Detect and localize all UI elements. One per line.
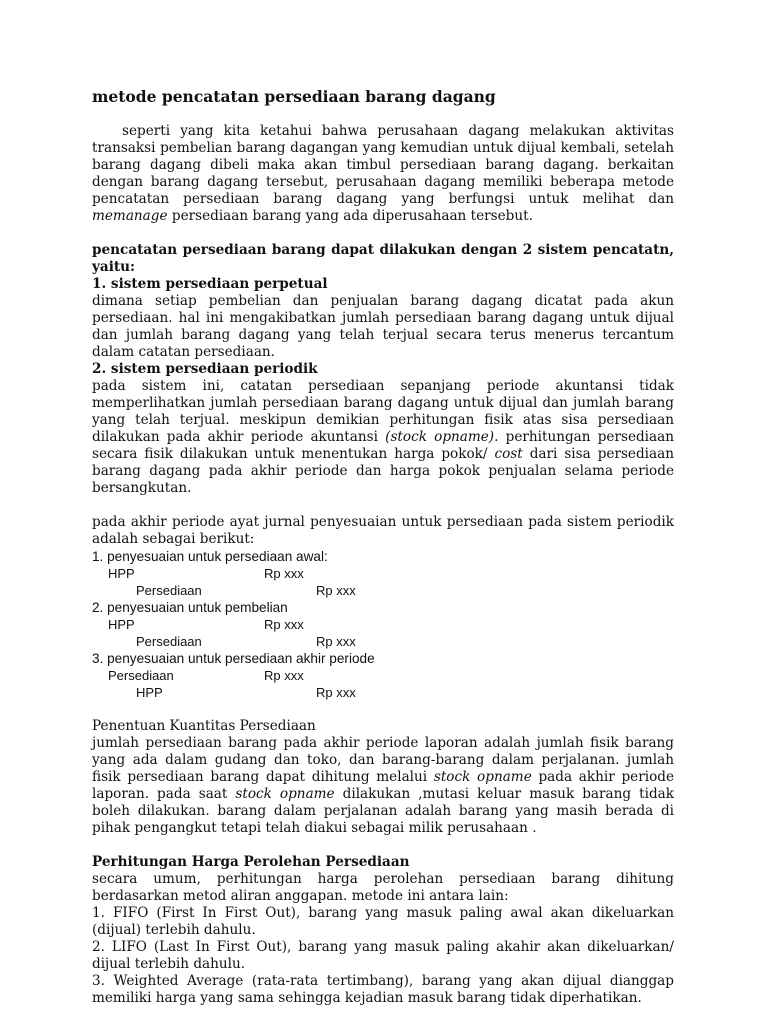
cost-method-fifo: 1. FIFO (First In First Out), barang yang masuk paling awal akan dikeluarkan (dijual) terlebih dahulu.: [92, 905, 674, 938]
credit-row: [92, 582, 674, 599]
spacer: [92, 837, 674, 854]
periodic-italic-2: cost: [494, 446, 523, 462]
adjustment-label: 3. penyesuaian untuk persediaan akhir periode: [92, 651, 375, 666]
periodic-italic-1: (stock opname): [385, 429, 495, 445]
adjustment-entry-3: [92, 650, 674, 701]
debit-row: [92, 565, 674, 582]
credit-account: HPP: [136, 685, 163, 700]
debit-account: HPP: [108, 617, 135, 632]
intro-paragraph: [92, 123, 674, 225]
cost-method-lifo: 2. LIFO (Last In First Out), barang yang masuk paling akahir akan dikeluarkan/ dijual terlebih dahulu.: [92, 939, 674, 972]
quantity-text-a: jumlah persediaan barang pada akhir periode laporan adalah jumlah fisik barang yang ada dalam gudang dan toko, dan barang-barang dalam perjalanan. jumlah fisik persediaan barang dapat dihitung melalui: [92, 735, 674, 785]
adjustment-entry-2: [92, 599, 674, 650]
debit-account: Persediaan: [108, 668, 174, 683]
perpetual-heading: 1. sistem persediaan perpetual: [92, 276, 328, 292]
systems-heading: pencatatan persediaan barang dapat dilakukan dengan 2 sistem pencatatn, yaitu:: [92, 242, 674, 275]
spacer: [92, 701, 674, 718]
credit-account: Persediaan: [136, 583, 202, 598]
spacer: [92, 225, 674, 242]
credit-row: [92, 633, 674, 650]
periodic-heading: 2. sistem persediaan periodik: [92, 361, 318, 377]
adjustment-entry-1: [92, 548, 674, 599]
credit-amount: Rp xxx: [316, 583, 356, 598]
debit-amount: Rp xxx: [264, 617, 304, 632]
intro-text-b: persediaan barang yang ada diperusahaan tersebut.: [167, 208, 533, 224]
periodic-text-a: pada sistem ini, catatan persediaan sepanjang periode akuntansi tidak memperlihatkan jumlah persediaan barang dagang untuk dijual dan jumlah barang yang telah terjual. meskipun demikian perhitungan fisik atas sisa persediaan dilakukan pada akhir periode akuntansi: [92, 378, 674, 445]
cost-intro: secara umum, perhitungan harga perolehan persediaan barang dihitung berdasarkan metod aliran anggapan. metode ini antara lain:: [92, 871, 674, 904]
debit-row: [92, 667, 674, 684]
periodic-text-c: dari sisa persediaan barang dagang pada akhir periode dan harga pokok penjualan selama periode bersangkutan.: [92, 446, 674, 496]
quantity-italic-2: stock opname: [235, 786, 335, 802]
intro-italic: memanage: [92, 208, 168, 224]
quantity-text-b: pada akhir periode laporan. pada saat: [92, 769, 674, 802]
quantity-heading: Penentuan Kuantitas Persediaan: [92, 718, 316, 734]
debit-account: HPP: [108, 566, 135, 581]
adjusting-intro: pada akhir periode ayat jurnal penyesuaian untuk persediaan pada sistem periodik adalah sebagai berikut:: [92, 514, 674, 547]
periodic-text-b: . perhitungan persediaan secara fisik dilakukan untuk menentukan harga pokok/: [92, 429, 674, 462]
cost-method-average: 3. Weighted Average (rata-rata tertimbang), barang yang akan dijual dianggap memiliki harga yang sama sehingga kejadian masuk barang tidak diperhatikan.: [92, 973, 674, 1006]
adjustment-label: 1. penyesuaian untuk persediaan awal:: [92, 549, 328, 564]
quantity-paragraph: [92, 735, 674, 837]
debit-amount: Rp xxx: [264, 566, 304, 581]
periodic-paragraph: [92, 378, 674, 497]
credit-row: [92, 684, 674, 701]
cost-heading: Perhitungan Harga Perolehan Persediaan: [92, 854, 410, 870]
credit-amount: Rp xxx: [316, 685, 356, 700]
quantity-italic-1: stock opname: [433, 769, 532, 785]
credit-amount: Rp xxx: [316, 634, 356, 649]
intro-text-a: seperti yang kita ketahui bahwa perusahaan dagang melakukan aktivitas transaksi pembelian barang dagangan yang kemudian untuk dijual kembali, setelah barang dagang dibeli maka akan timbul persediaan barang dagang. berkaitan dengan barang dagang tersebut, perusahaan dagang memiliki beberapa metode pencatatan persediaan barang dagang yang berfungsi untuk melihat dan: [92, 123, 674, 207]
quantity-text-c: dilakukan ,mutasi keluar masuk barang tidak boleh dilakukan. barang dalam perjalanan adalah barang yang masih berada di pihak pengangkut tetapi telah diakui sebagai milik perusahaan .: [92, 786, 674, 836]
credit-account: Persediaan: [136, 634, 202, 649]
perpetual-text: dimana setiap pembelian dan penjualan barang dagang dicatat pada akun persediaan. hal ini mengakibatkan jumlah persediaan barang dagang untuk dijual dan jumlah barang dagang yang telah terjual secara terus menerus tercantum dalam catatan persediaan.: [92, 293, 674, 360]
spacer: [92, 497, 674, 514]
adjustment-label: 2. penyesuaian untuk pembelian: [92, 600, 288, 615]
debit-row: [92, 616, 674, 633]
document-title: metode pencatatan persediaan barang dagang: [92, 87, 496, 106]
debit-amount: Rp xxx: [264, 668, 304, 683]
